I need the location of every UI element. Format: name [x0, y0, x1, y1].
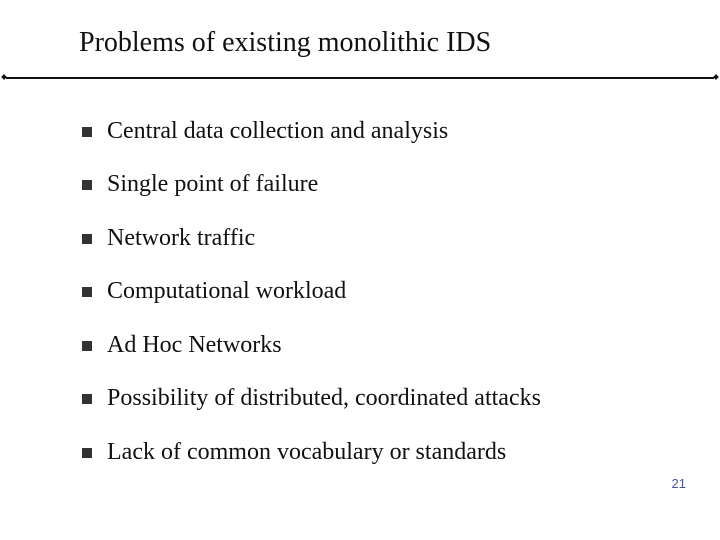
square-bullet-icon — [82, 234, 92, 244]
square-bullet-icon — [82, 287, 92, 297]
bullet-text: Possibility of distributed, coordinated attacks — [107, 385, 541, 412]
page-number: 21 — [671, 476, 686, 491]
title-divider — [6, 77, 714, 79]
bullet-list — [82, 104, 541, 479]
square-bullet-icon — [82, 448, 92, 458]
square-bullet-icon — [82, 127, 92, 137]
bullet-text: Ad Hoc Networks — [107, 331, 282, 358]
bullet-text: Lack of common vocabulary or standards — [107, 438, 507, 465]
bullet-text: Central data collection and analysis — [107, 117, 449, 144]
bullet-text: Network traffic — [107, 224, 256, 251]
bullet-item — [82, 425, 541, 479]
square-bullet-icon — [82, 341, 92, 351]
bullet-item — [82, 158, 541, 212]
divider-left-endpoint — [1, 74, 7, 80]
bullet-item — [82, 265, 541, 319]
bullet-text: Computational workload — [107, 278, 347, 305]
square-bullet-icon — [82, 180, 92, 190]
bullet-item — [82, 318, 541, 372]
divider-right-endpoint — [713, 74, 719, 80]
bullet-item — [82, 372, 541, 426]
slide-title: Problems of existing monolithic IDS — [79, 27, 492, 58]
square-bullet-icon — [82, 394, 92, 404]
bullet-item — [82, 211, 541, 265]
bullet-text: Single point of failure — [107, 171, 319, 198]
bullet-item — [82, 104, 541, 158]
